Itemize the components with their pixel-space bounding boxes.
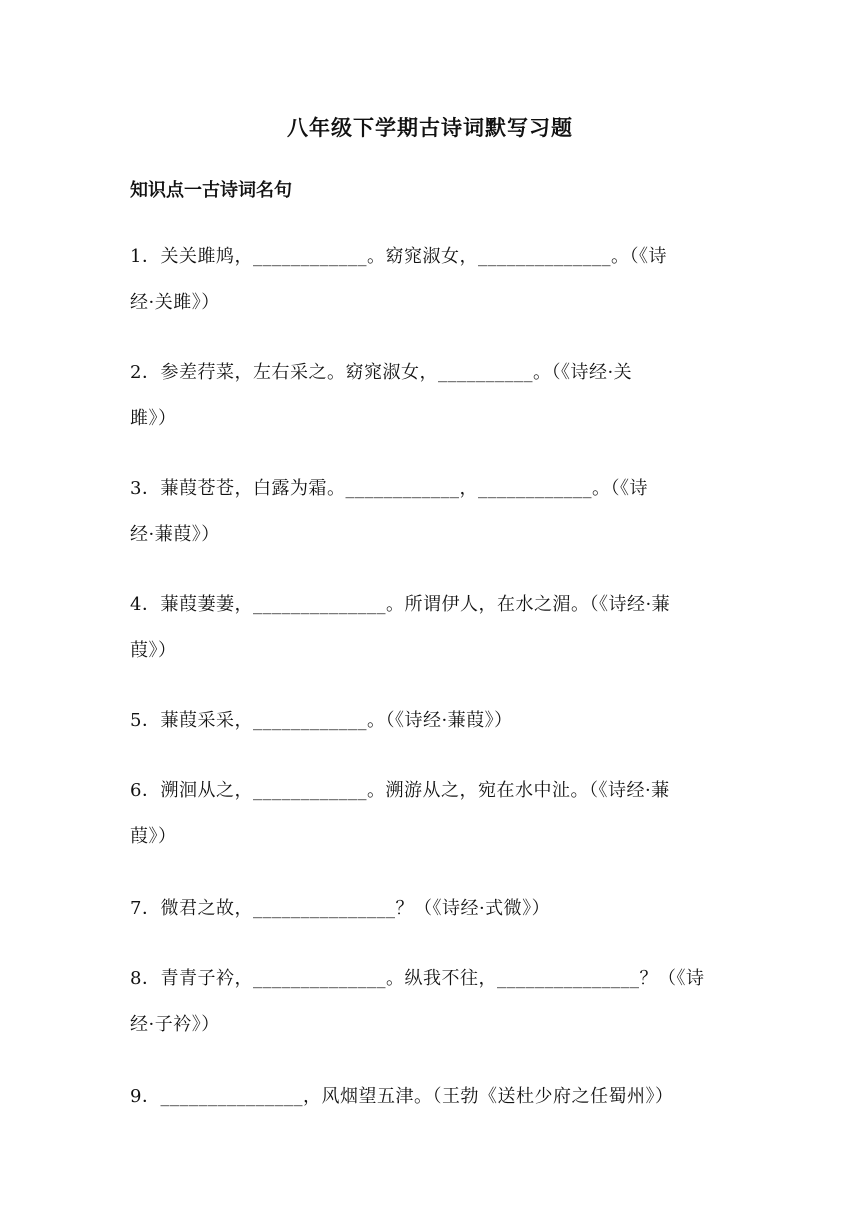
question-text-line: 2．参差荇菜，左右采之。窈窕淑女，__________。（《诗经·关 (130, 362, 633, 383)
question-text-line: 3．蒹葭苍苍，白露为霜。____________，____________。（《诗 (130, 478, 648, 499)
question-text-line: 经·子衿》） (130, 1014, 220, 1035)
question-item (130, 768, 742, 860)
question-text-line: 经·关雎》） (130, 292, 220, 313)
question-text-line: 9．_______________，风烟望五津。（王勃《送杜少府之任蜀州》） (130, 1086, 674, 1107)
question-item (130, 698, 742, 744)
question-item (130, 1074, 742, 1120)
question-text-line: 葭》） (130, 826, 177, 847)
question-item (130, 886, 742, 932)
question-item (130, 582, 742, 674)
question-text-line: 雎》） (130, 408, 177, 429)
question-text-line: 4．蒹葭萋萋，______________。所谓伊人，在水之湄。（《诗经·蒹 (130, 594, 671, 615)
question-text-line: 7．微君之故，_______________？（《诗经·式微》） (130, 898, 551, 919)
question-text-line: 6．溯洄从之，____________。溯游从之，宛在水中沚。（《诗经·蒹 (130, 780, 670, 801)
question-text-line: 1．关关雎鸠，____________。窈窕淑女，______________。（《诗 (130, 246, 667, 267)
question-text-line: 8．青青子衿，______________。纵我不往，_______________？（《诗 (130, 968, 705, 989)
document-title: 八年级下学期古诗词默写习题 (287, 115, 573, 140)
question-text-line: 葭》） (130, 640, 177, 661)
question-item (130, 956, 742, 1048)
question-item (130, 234, 742, 326)
question-text-line: 5．蒹葭采采，____________。（《诗经·蒹葭》） (130, 710, 513, 731)
section-heading: 知识点一古诗词名句 (130, 180, 292, 201)
question-item (130, 350, 742, 442)
question-item (130, 466, 742, 558)
question-text-line: 经·蒹葭》） (130, 524, 220, 545)
